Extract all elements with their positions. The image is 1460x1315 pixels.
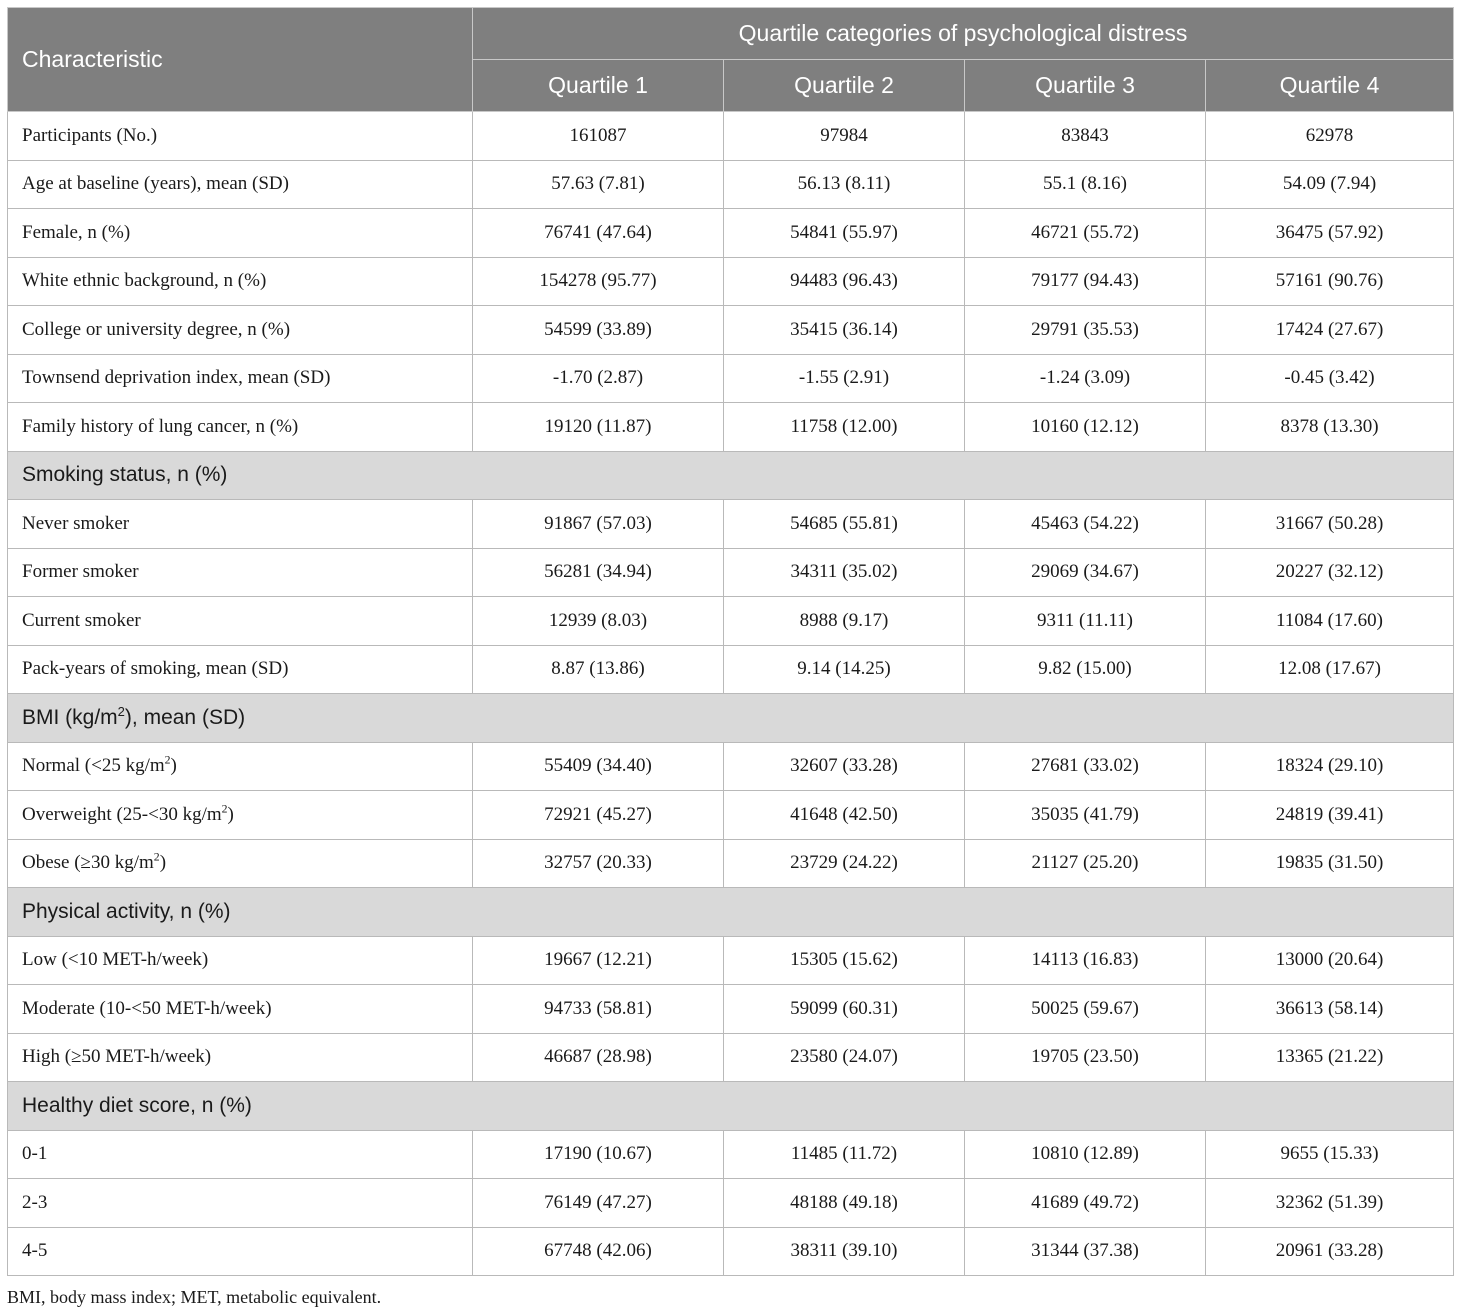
quartile-2-cell: 56.13 (8.11) xyxy=(724,160,965,209)
table-row xyxy=(8,742,1454,791)
quartile-2-cell: 9.14 (14.25) xyxy=(724,645,965,694)
row-label: Never smoker xyxy=(8,500,473,549)
quartile-4-cell: 20227 (32.12) xyxy=(1206,548,1454,597)
quartile-1-cell: 72921 (45.27) xyxy=(473,791,724,840)
section-row xyxy=(8,694,1454,743)
quartile-3-cell: 9.82 (15.00) xyxy=(965,645,1206,694)
table-row xyxy=(8,1179,1454,1228)
quartile-2-cell: 54841 (55.97) xyxy=(724,209,965,258)
quartile-1-cell: 57.63 (7.81) xyxy=(473,160,724,209)
section-row xyxy=(8,1082,1454,1131)
section-label: Smoking status, n (%) xyxy=(8,451,1454,500)
quartile-3-header: Quartile 3 xyxy=(965,60,1206,112)
quartile-4-cell: 18324 (29.10) xyxy=(1206,742,1454,791)
quartile-2-cell: 23580 (24.07) xyxy=(724,1033,965,1082)
quartile-4-cell: 17424 (27.67) xyxy=(1206,306,1454,355)
quartile-2-cell: 11485 (11.72) xyxy=(724,1130,965,1179)
quartile-1-cell: 46687 (28.98) xyxy=(473,1033,724,1082)
quartile-4-cell: 9655 (15.33) xyxy=(1206,1130,1454,1179)
quartile-4-cell: 54.09 (7.94) xyxy=(1206,160,1454,209)
table-row xyxy=(8,306,1454,355)
quartile-2-cell: 32607 (33.28) xyxy=(724,742,965,791)
quartile-4-cell: 36613 (58.14) xyxy=(1206,985,1454,1034)
quartile-1-header: Quartile 1 xyxy=(473,60,724,112)
quartile-2-cell: -1.55 (2.91) xyxy=(724,354,965,403)
table-row xyxy=(8,1130,1454,1179)
quartile-4-cell: 62978 xyxy=(1206,112,1454,161)
table-row xyxy=(8,985,1454,1034)
quartile-2-cell: 94483 (96.43) xyxy=(724,257,965,306)
quartile-3-cell: 10810 (12.89) xyxy=(965,1130,1206,1179)
quartile-1-cell: 94733 (58.81) xyxy=(473,985,724,1034)
row-label: 4-5 xyxy=(8,1227,473,1276)
quartile-4-cell: -0.45 (3.42) xyxy=(1206,354,1454,403)
quartile-2-cell: 59099 (60.31) xyxy=(724,985,965,1034)
section-row xyxy=(8,888,1454,937)
quartile-4-cell: 13000 (20.64) xyxy=(1206,936,1454,985)
quartile-1-cell: -1.70 (2.87) xyxy=(473,354,724,403)
quartile-2-cell: 11758 (12.00) xyxy=(724,403,965,452)
section-label: Physical activity, n (%) xyxy=(8,888,1454,937)
quartile-4-cell: 57161 (90.76) xyxy=(1206,257,1454,306)
quartile-2-cell: 97984 xyxy=(724,112,965,161)
quartile-3-cell: 31344 (37.38) xyxy=(965,1227,1206,1276)
table-body xyxy=(8,112,1454,1276)
quartile-2-cell: 34311 (35.02) xyxy=(724,548,965,597)
quartile-3-cell: 29791 (35.53) xyxy=(965,306,1206,355)
quartile-1-cell: 8.87 (13.86) xyxy=(473,645,724,694)
quartile-4-cell: 36475 (57.92) xyxy=(1206,209,1454,258)
quartile-2-header: Quartile 2 xyxy=(724,60,965,112)
section-row xyxy=(8,451,1454,500)
quartile-3-cell: 55.1 (8.16) xyxy=(965,160,1206,209)
table-row xyxy=(8,1033,1454,1082)
quartile-3-cell: 21127 (25.20) xyxy=(965,839,1206,888)
characteristics-table xyxy=(7,7,1454,1276)
quartile-2-cell: 35415 (36.14) xyxy=(724,306,965,355)
row-label: 2-3 xyxy=(8,1179,473,1228)
row-label: Family history of lung cancer, n (%) xyxy=(8,403,473,452)
table-header xyxy=(8,8,1454,112)
quartile-1-cell: 56281 (34.94) xyxy=(473,548,724,597)
row-label: Participants (No.) xyxy=(8,112,473,161)
table-row xyxy=(8,645,1454,694)
footnote: BMI, body mass index; MET, metabolic equivalent. xyxy=(7,1287,382,1307)
section-label: Healthy diet score, n (%) xyxy=(8,1082,1454,1131)
quartile-3-cell: 41689 (49.72) xyxy=(965,1179,1206,1228)
row-label: Obese (≥30 $kg/m^2$) xyxy=(8,839,473,888)
quartile-3-cell: 29069 (34.67) xyxy=(965,548,1206,597)
row-label: College or university degree, n (%) xyxy=(8,306,473,355)
quartile-4-cell: 32362 (51.39) xyxy=(1206,1179,1454,1228)
quartile-4-cell: 24819 (39.41) xyxy=(1206,791,1454,840)
quartile-4-cell: 8378 (13.30) xyxy=(1206,403,1454,452)
quartile-1-cell: 55409 (34.40) xyxy=(473,742,724,791)
quartile-3-cell: 35035 (41.79) xyxy=(965,791,1206,840)
table-row xyxy=(8,936,1454,985)
quartile-4-cell: 12.08 (17.67) xyxy=(1206,645,1454,694)
quartile-1-cell: 12939 (8.03) xyxy=(473,597,724,646)
quartile-3-cell: 9311 (11.11) xyxy=(965,597,1206,646)
quartile-1-cell: 19667 (12.21) xyxy=(473,936,724,985)
section-label: BMI $(kg/m^2)$, mean (SD) xyxy=(8,694,1454,743)
row-label: Female, n (%) xyxy=(8,209,473,258)
quartile-3-cell: 46721 (55.72) xyxy=(965,209,1206,258)
quartile-4-header: Quartile 4 xyxy=(1206,60,1454,112)
row-label: Age at baseline (years), mean (SD) xyxy=(8,160,473,209)
table-row xyxy=(8,257,1454,306)
quartile-3-cell: 19705 (23.50) xyxy=(965,1033,1206,1082)
characteristic-header: Characteristic xyxy=(8,8,473,112)
quartile-2-cell: 15305 (15.62) xyxy=(724,936,965,985)
row-label: Overweight (25-<30 $kg/m^2$) xyxy=(8,791,473,840)
quartile-1-cell: 19120 (11.87) xyxy=(473,403,724,452)
quartile-3-cell: 45463 (54.22) xyxy=(965,500,1206,549)
quartile-2-cell: 54685 (55.81) xyxy=(724,500,965,549)
quartile-3-cell: 83843 xyxy=(965,112,1206,161)
row-label: Moderate (10-<50 MET-h/week) xyxy=(8,985,473,1034)
quartile-1-cell: 17190 (10.67) xyxy=(473,1130,724,1179)
row-label: Townsend deprivation index, mean (SD) xyxy=(8,354,473,403)
table-row xyxy=(8,112,1454,161)
quartile-4-cell: 20961 (33.28) xyxy=(1206,1227,1454,1276)
quartile-4-cell: 13365 (21.22) xyxy=(1206,1033,1454,1082)
quartile-1-cell: 32757 (20.33) xyxy=(473,839,724,888)
table-row xyxy=(8,354,1454,403)
row-label: High (≥50 MET-h/week) xyxy=(8,1033,473,1082)
quartile-3-cell: 79177 (94.43) xyxy=(965,257,1206,306)
table-row xyxy=(8,597,1454,646)
row-label: Current smoker xyxy=(8,597,473,646)
quartile-2-cell: 48188 (49.18) xyxy=(724,1179,965,1228)
quartile-1-cell: 54599 (33.89) xyxy=(473,306,724,355)
row-label: Low (<10 MET-h/week) xyxy=(8,936,473,985)
row-label: Former smoker xyxy=(8,548,473,597)
quartile-2-cell: 8988 (9.17) xyxy=(724,597,965,646)
table-row xyxy=(8,839,1454,888)
row-label: 0-1 xyxy=(8,1130,473,1179)
quartile-1-cell: 76741 (47.64) xyxy=(473,209,724,258)
quartile-4-cell: 11084 (17.60) xyxy=(1206,597,1454,646)
quartile-3-cell: 14113 (16.83) xyxy=(965,936,1206,985)
table-row xyxy=(8,403,1454,452)
quartile-3-cell: 50025 (59.67) xyxy=(965,985,1206,1034)
quartile-1-cell: 76149 (47.27) xyxy=(473,1179,724,1228)
table-row xyxy=(8,209,1454,258)
quartile-1-cell: 154278 (95.77) xyxy=(473,257,724,306)
table-row xyxy=(8,160,1454,209)
quartile-3-cell: 27681 (33.02) xyxy=(965,742,1206,791)
quartile-4-cell: 19835 (31.50) xyxy=(1206,839,1454,888)
quartile-3-cell: -1.24 (3.09) xyxy=(965,354,1206,403)
table-row xyxy=(8,548,1454,597)
quartile-4-cell: 31667 (50.28) xyxy=(1206,500,1454,549)
table-row xyxy=(8,791,1454,840)
row-label: White ethnic background, n (%) xyxy=(8,257,473,306)
table-row xyxy=(8,1227,1454,1276)
row-label: Pack-years of smoking, mean (SD) xyxy=(8,645,473,694)
quartile-2-cell: 38311 (39.10) xyxy=(724,1227,965,1276)
quartile-1-cell: 161087 xyxy=(473,112,724,161)
quartile-2-cell: 41648 (42.50) xyxy=(724,791,965,840)
quartile-1-cell: 91867 (57.03) xyxy=(473,500,724,549)
table-row xyxy=(8,500,1454,549)
row-label: Normal (<25 $kg/m^2$) xyxy=(8,742,473,791)
group-header: Quartile categories of psychological distress xyxy=(473,8,1454,60)
quartile-2-cell: 23729 (24.22) xyxy=(724,839,965,888)
quartile-1-cell: 67748 (42.06) xyxy=(473,1227,724,1276)
quartile-3-cell: 10160 (12.12) xyxy=(965,403,1206,452)
